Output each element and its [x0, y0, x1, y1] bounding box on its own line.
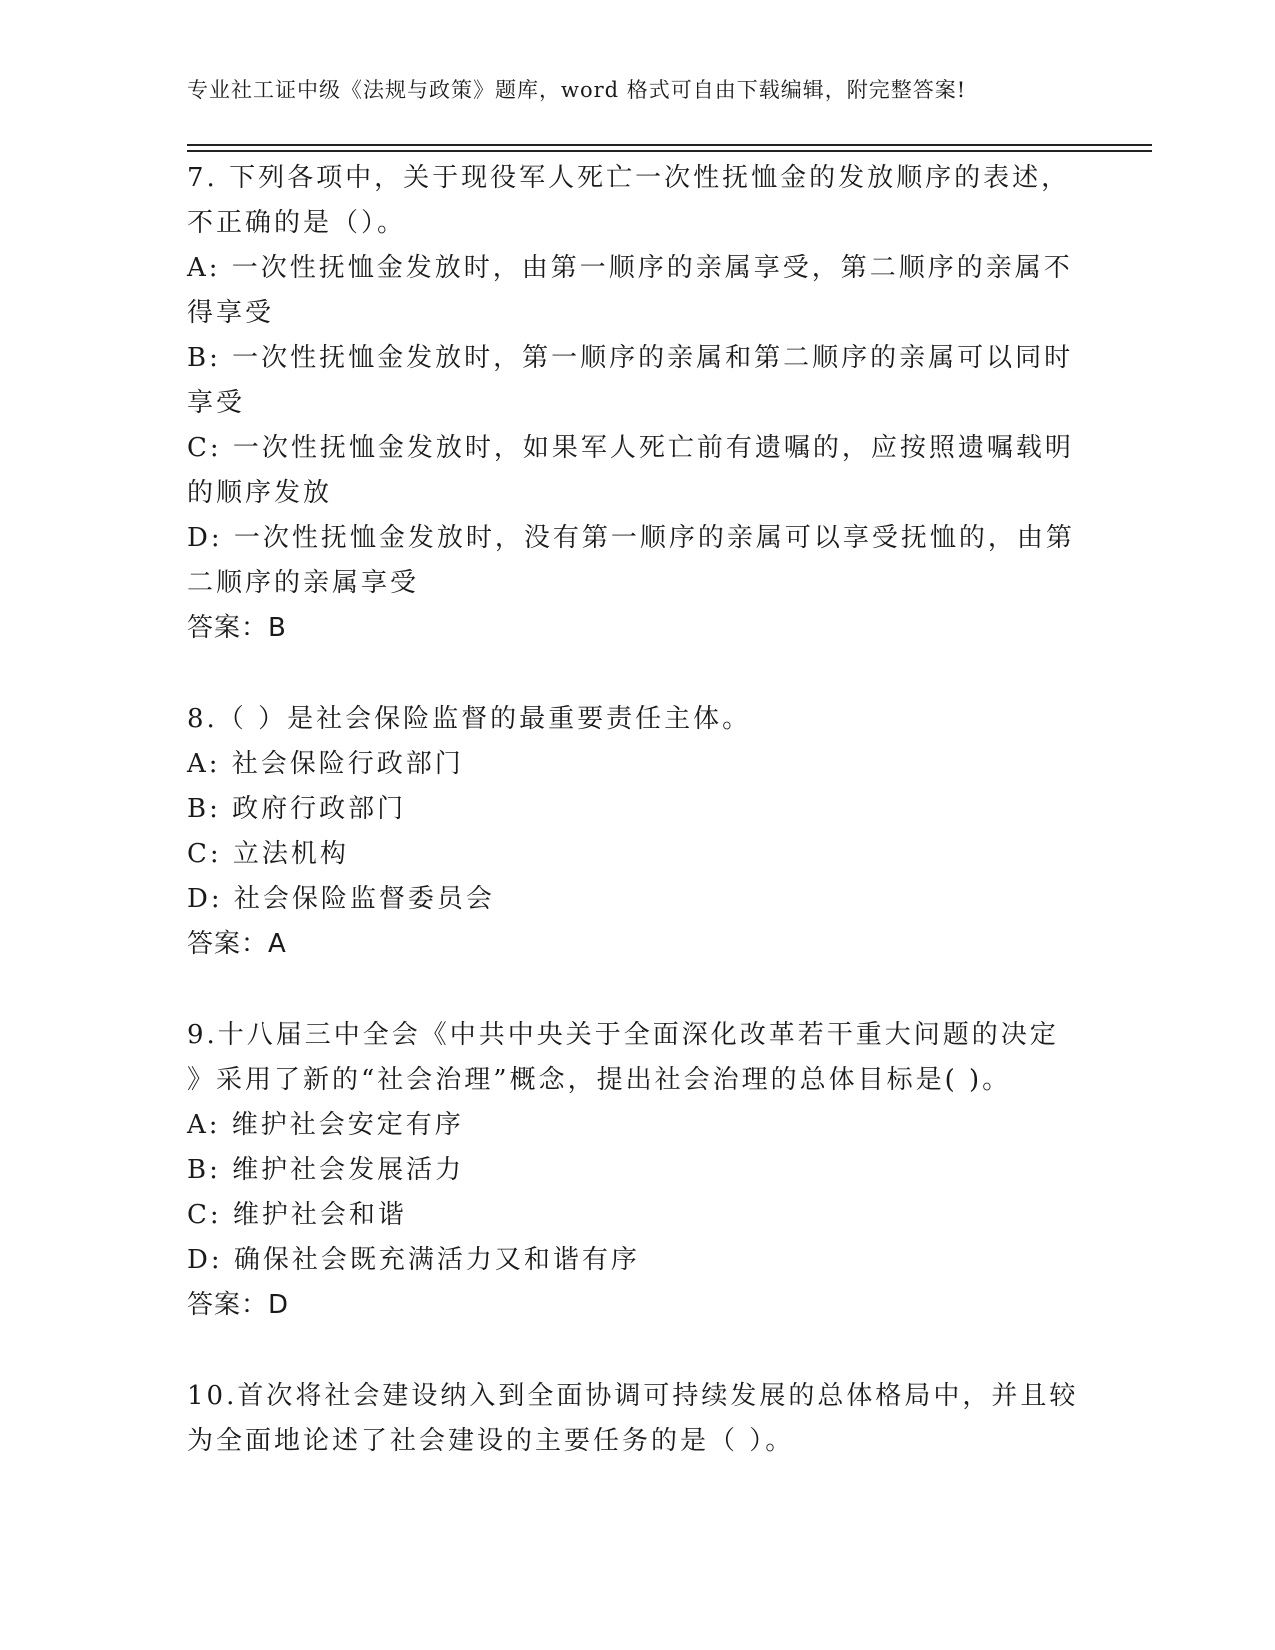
option-c: C: 一次性抚恤金发放时，如果军人死亡前有遗嘱的，应按照遗嘱载明 — [187, 433, 1074, 463]
question-7 — [187, 156, 1077, 651]
option-d: D: 社会保险监督委员会 — [187, 884, 495, 914]
question-stem: 8.（ ）是社会保险监督的最重要责任主体。 — [187, 704, 752, 734]
header-divider-top — [187, 144, 1152, 146]
question-stem: 10.首次将社会建设纳入到全面协调可持续发展的总体格局中，并且较 — [187, 1381, 1079, 1411]
option-a: A: 一次性抚恤金发放时，由第一顺序的亲属享受，第二顺序的亲属不 — [187, 253, 1073, 283]
option-a: A: 社会保险行政部门 — [187, 749, 464, 779]
page-header: 专业社工证中级《法规与政策》题库，word 格式可自由下载编辑，附完整答案! — [187, 78, 967, 102]
option-a-cont: 得享受 — [187, 298, 275, 328]
question-9 — [187, 1013, 1077, 1328]
answer-label: 答案：A — [187, 929, 287, 959]
question-10 — [187, 1374, 1077, 1464]
question-stem: 》采用了新的“社会治理”概念，提出社会治理的总体目标是( )。 — [187, 1065, 1012, 1095]
option-d-cont: 二顺序的亲属享受 — [187, 568, 420, 598]
option-b: B: 维护社会发展活力 — [187, 1155, 465, 1185]
option-b: B: 一次性抚恤金发放时，第一顺序的亲属和第二顺序的亲属可以同时 — [187, 343, 1074, 373]
option-b-cont: 享受 — [187, 388, 246, 418]
question-stem: 为全面地论述了社会建设的主要任务的是（ ）。 — [187, 1426, 795, 1456]
question-8 — [187, 697, 1077, 967]
option-b: B: 政府行政部门 — [187, 794, 407, 824]
answer-label: 答案：D — [187, 1290, 290, 1320]
option-a: A: 维护社会安定有序 — [187, 1110, 464, 1140]
answer-label: 答案：B — [187, 613, 287, 643]
option-c-cont: 的顺序发放 — [187, 478, 333, 508]
option-c: C: 立法机构 — [187, 839, 349, 869]
header-divider-bottom — [187, 150, 1152, 152]
option-d: D: 确保社会既充满活力又和谐有序 — [187, 1245, 640, 1275]
option-d: D: 一次性抚恤金发放时，没有第一顺序的亲属可以享受抚恤的，由第 — [187, 523, 1075, 553]
option-c: C: 维护社会和谐 — [187, 1200, 407, 1230]
question-stem: 不正确的是（）。 — [187, 208, 407, 238]
question-list — [187, 156, 1077, 1510]
question-stem: 9.十八届三中全会《中共中央关于全面深化改革若干重大问题的决定 — [187, 1020, 1059, 1050]
question-stem: 7. 下列各项中，关于现役军人死亡一次性抚恤金的发放顺序的表述， — [187, 163, 1071, 193]
